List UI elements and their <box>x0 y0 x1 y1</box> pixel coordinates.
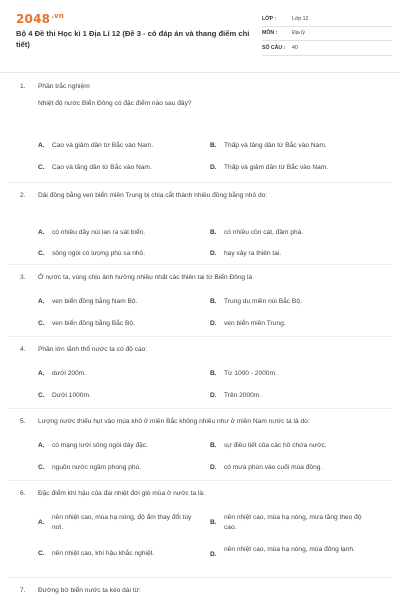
option-text: hay xảy ra thiên tai. <box>224 250 282 257</box>
option-c[interactable] <box>38 549 206 559</box>
option-d[interactable] <box>210 249 380 259</box>
option-letter: B. <box>210 229 217 236</box>
option-a[interactable] <box>38 297 208 307</box>
question-separator <box>8 480 392 481</box>
option-text: ven biển đồng bằng Bắc Bộ. <box>52 320 135 327</box>
meta-row-count <box>262 41 392 56</box>
option-text: nền nhiệt cao, mùa hạ nóng, mùa đông lạnh. <box>224 546 355 553</box>
option-text: có nhiều dãy núi lan ra sát biển. <box>52 229 146 236</box>
option-a[interactable] <box>38 369 208 379</box>
option-letter: A. <box>38 519 45 526</box>
question-text: Phần lớn lãnh thổ nước ta có độ cao: <box>38 346 148 353</box>
option-letter: B. <box>210 370 217 377</box>
option-b[interactable] <box>210 141 380 151</box>
option-text: sự điều tiết của các hồ chứa nước. <box>224 442 327 449</box>
question-text: Ở nước ta, vùng chịu ảnh hưởng nhiều nhất các thiên tai từ Biển Đông là <box>38 274 253 281</box>
meta-value: Địa lý <box>292 30 305 37</box>
option-b[interactable] <box>210 228 380 238</box>
option-c[interactable] <box>38 463 208 473</box>
option-letter: D. <box>210 250 217 257</box>
option-c[interactable] <box>38 163 208 173</box>
header-divider <box>0 72 400 73</box>
option-text: Cao và giảm dần từ Bắc vào Nam. <box>52 142 154 149</box>
option-letter: C. <box>38 550 45 557</box>
document-header <box>16 12 388 70</box>
option-text: Thấp và giảm dần từ Bắc vào Nam. <box>224 164 329 171</box>
option-text: nền nhiệt cao, khí hậu khắc nghiệt. <box>52 550 155 557</box>
option-text: nền nhiệt cao, mùa hạ nóng, mưa tăng theo độ cao. <box>224 514 362 531</box>
option-c[interactable] <box>38 249 208 259</box>
question-separator <box>8 408 392 409</box>
question-number: 3. <box>20 274 26 281</box>
document-title: Bộ 4 Đề thi Học kì 1 Địa Lí 12 (Đề 3 - có đáp án và thang điểm chi tiết) <box>16 29 250 49</box>
meta-value: Lớp 12 <box>292 15 309 22</box>
option-d[interactable] <box>210 545 378 560</box>
option-d[interactable] <box>210 163 380 173</box>
question-separator <box>8 577 392 578</box>
option-c[interactable] <box>38 391 208 401</box>
option-text: sông ngòi có lượng phù sa nhỏ. <box>52 250 146 257</box>
option-letter: D. <box>210 164 217 171</box>
meta-value: 40 <box>292 44 298 51</box>
option-b[interactable] <box>210 369 380 379</box>
question-text: Đặc điểm khí hậu của đai nhiệt đới gió mùa ở nước ta là: <box>38 490 205 497</box>
option-d[interactable] <box>210 319 380 329</box>
question-6 <box>20 489 388 575</box>
option-letter: B. <box>210 519 217 526</box>
question-separator <box>8 182 392 183</box>
question-number: 5. <box>20 418 26 425</box>
option-text: ven biển miền Trung. <box>224 320 286 327</box>
question-2 <box>20 191 388 263</box>
logo-tld: .vn <box>51 12 65 20</box>
question-number: 6. <box>20 490 26 497</box>
question-number: 2. <box>20 192 26 199</box>
option-letter: D. <box>210 392 217 399</box>
question-4 <box>20 345 388 407</box>
question-separator <box>8 264 392 265</box>
question-text: Phần trắc nghiệm <box>38 83 90 90</box>
option-text: ven biển đồng bằng Nam Bộ. <box>52 298 138 305</box>
question-number: 7. <box>20 587 26 594</box>
option-text: Dưới 1000m. <box>52 392 91 399</box>
option-letter: A. <box>38 370 45 377</box>
option-c[interactable] <box>38 319 208 329</box>
question-text: Lượng nước thiếu hụt vào mùa khô ở miền Bắc không nhiều như ở miền Nam nước ta là do: <box>38 418 310 425</box>
option-letter: A. <box>38 229 45 236</box>
question-subtext: Nhiệt độ nước Biển Đông có đặc điểm nào sau đây? <box>38 100 192 107</box>
meta-key: LỚP : <box>262 15 277 22</box>
option-a[interactable] <box>38 513 206 532</box>
question-5 <box>20 417 388 479</box>
option-a[interactable] <box>38 141 208 151</box>
question-separator <box>8 336 392 337</box>
option-text: nền nhiệt cao, mùa hạ nóng, độ ẩm thay đổi tùy nơi. <box>52 514 192 531</box>
option-letter: C. <box>38 392 45 399</box>
option-b[interactable] <box>210 441 380 451</box>
option-letter: B. <box>210 298 217 305</box>
option-text: có nhiều cồn cát, đầm phá. <box>224 229 304 236</box>
option-letter: C. <box>38 250 45 257</box>
option-text: Thấp và tăng dần từ Bắc vào Nam. <box>224 142 327 149</box>
option-d[interactable] <box>210 391 380 401</box>
question-1 <box>20 82 388 182</box>
meta-key: SỐ CÂU : <box>262 44 286 51</box>
option-text: Trên 2000m. <box>224 392 262 399</box>
option-letter: A. <box>38 442 45 449</box>
option-letter: D. <box>210 320 217 327</box>
option-letter: C. <box>38 164 45 171</box>
question-number: 1. <box>20 83 26 90</box>
logo-text: 2048 <box>16 12 51 26</box>
option-text: có mạng lưới sông ngòi dày đặc. <box>52 442 148 449</box>
option-text: dưới 200m. <box>52 370 87 377</box>
option-text: nguồn nước ngầm phong phú. <box>52 464 142 471</box>
option-text: Từ 1000 - 2000m. <box>224 370 277 377</box>
option-text: Cao và tăng dần từ Bắc vào Nam. <box>52 164 152 171</box>
option-letter: D. <box>210 551 217 558</box>
option-a[interactable] <box>38 228 208 238</box>
meta-row-class <box>262 12 392 27</box>
option-b[interactable] <box>210 297 380 307</box>
question-3 <box>20 273 388 335</box>
option-letter: D. <box>210 464 217 471</box>
option-a[interactable] <box>38 441 208 451</box>
option-letter: A. <box>38 298 45 305</box>
option-letter: B. <box>210 142 217 149</box>
question-text: Dải đồng bằng ven biển miền Trung bị chia cắt thành nhiều đồng bằng nhỏ do: <box>38 192 268 199</box>
option-b[interactable] <box>210 513 378 532</box>
site-logo[interactable] <box>16 12 64 26</box>
meta-row-subject <box>262 27 392 42</box>
option-text: có mưa phùn vào cuối mùa đông. <box>224 464 323 471</box>
question-number: 4. <box>20 346 26 353</box>
meta-table <box>262 12 392 56</box>
option-letter: C. <box>38 320 45 327</box>
option-letter: C. <box>38 464 45 471</box>
option-letter: A. <box>38 142 45 149</box>
option-d[interactable] <box>210 463 380 473</box>
option-letter: B. <box>210 442 217 449</box>
option-text: Trung du miền núi Bắc Bộ. <box>224 298 302 305</box>
question-text: Đường bờ biển nước ta kéo dài từ: <box>38 587 141 594</box>
meta-key: MÔN : <box>262 30 278 37</box>
question-7 <box>20 586 388 598</box>
